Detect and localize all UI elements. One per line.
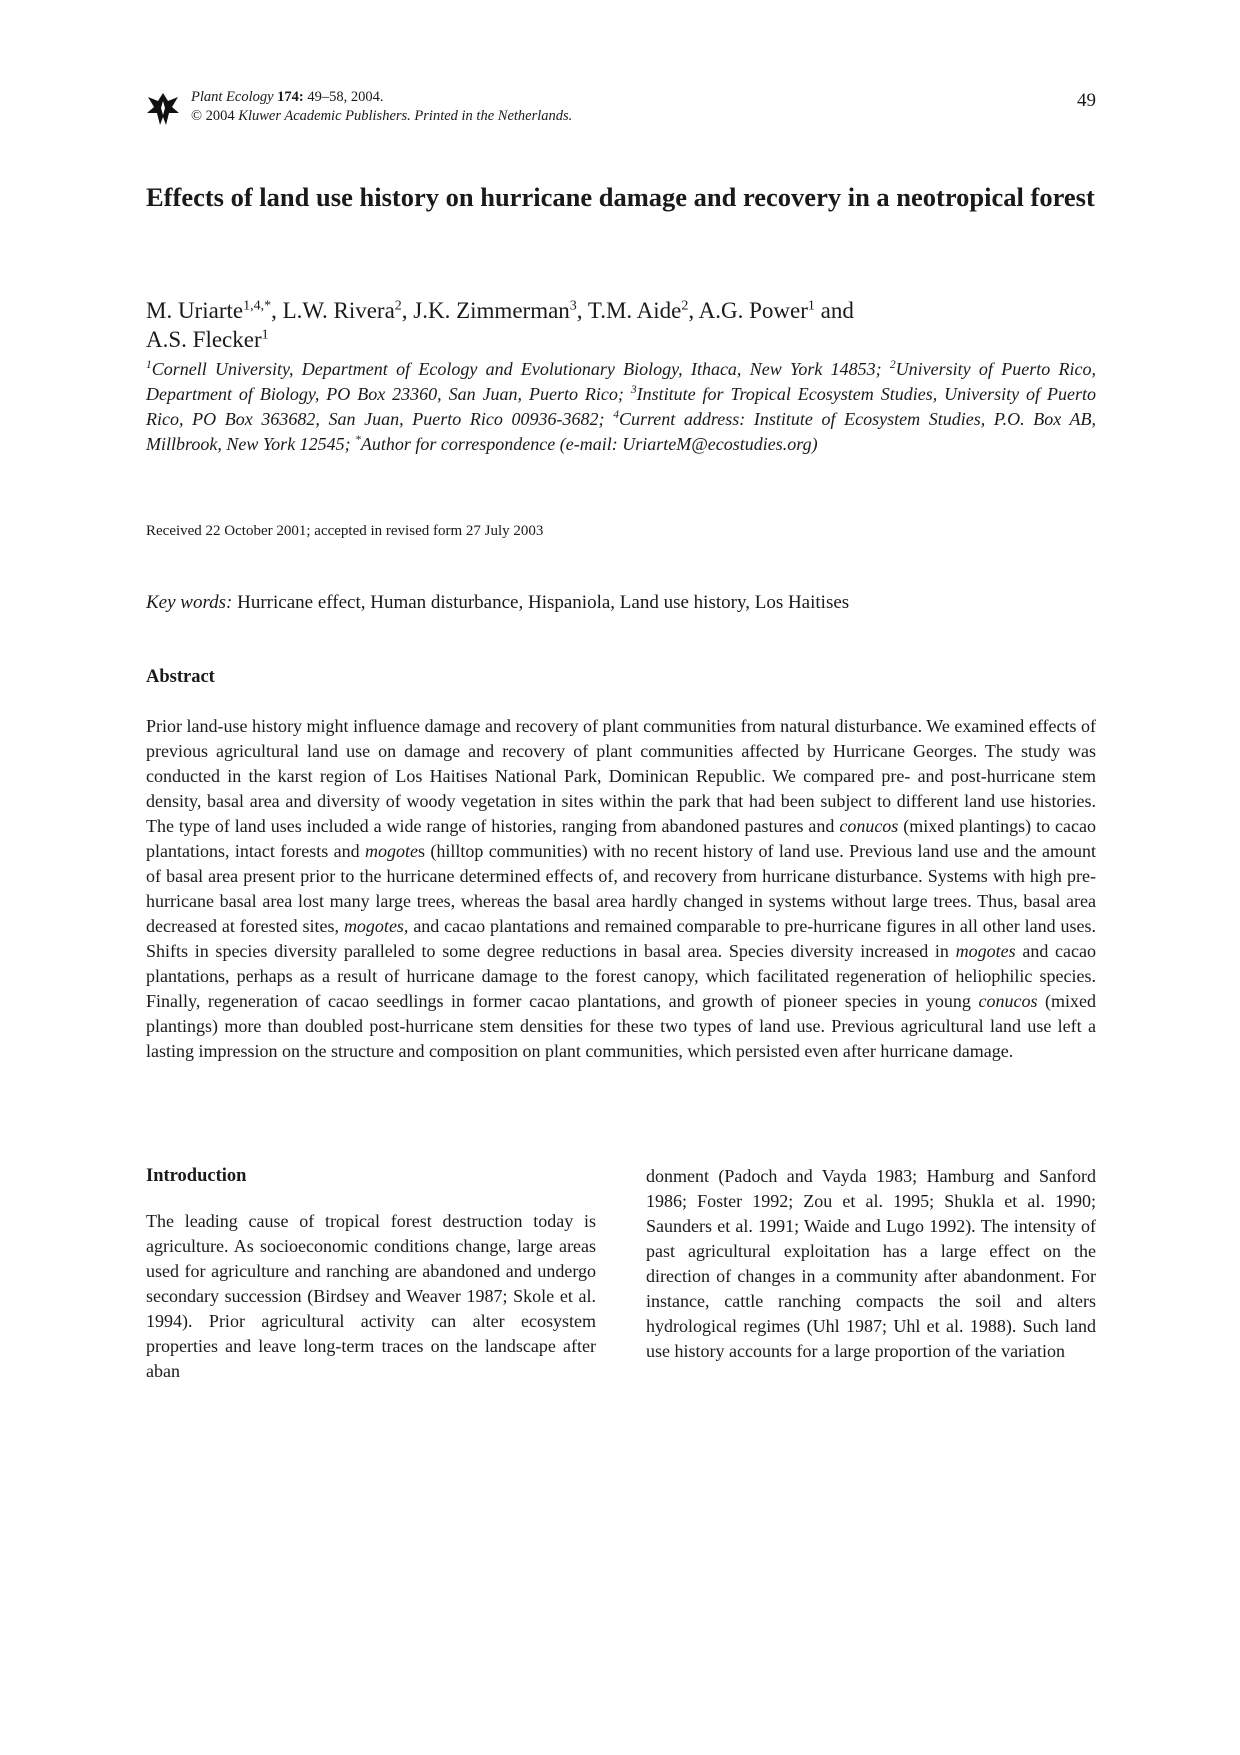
abstract-italic-term: conucos [839,816,899,836]
affiliation-marker: 1 [146,359,152,371]
column-left [146,1164,596,1384]
author-separator: , [271,298,283,323]
affiliation-text: Author for correspondence (e-mail: UriarteM@ecostudies.org) [360,434,818,454]
author-affiliation-marker: 1 [261,327,269,343]
author-name: J.K. Zimmerman [413,298,570,323]
column-right [646,1164,1096,1364]
abstract-body [146,714,1096,1064]
affiliation-text: University of Puerto Rico, Department of Biology, PO Box 23360, San Juan, Puerto Rico; [146,359,1096,404]
author-separator: , [688,298,699,323]
journal-header [146,88,1096,132]
keywords [146,590,1096,616]
page-number: 49 [1077,90,1096,111]
abstract-text: s (hilltop communities) with no recent history of land use. Previous land use and the amount of basal area present prior to the hurricane determined effects of, and recovery from hurricane disturbance. Systems with high pre-hurricane basal area lost many large trees, whereas the basal area hardly changed in systems without large trees. Thus, basal area decreased at forested sites, [146,841,1096,936]
received-dates: Received 22 October 2001; accepted in revised form 27 July 2003 [146,523,544,539]
author-name: M. Uriarte [146,298,244,323]
abstract-text: (mixed plantings) to cacao plantations, intact forests and [146,816,1097,861]
affiliation-text: Institute for Tropical Ecosystem Studies, University of Puerto Rico, PO Box 363682, San Juan, Puerto Rico 00936-3682; [146,384,1096,429]
affiliation-marker: * [355,434,361,446]
author-affiliation-marker: 2 [681,298,689,314]
abstract-italic-term: mogotes [955,941,1016,961]
paper-title: Effects of land use history on hurricane damage and recovery in a neotropical forest [146,182,1095,212]
journal-name: Plant Ecology [191,89,274,105]
introduction-heading: Introduction [146,1166,247,1186]
author-affiliation-marker: 1 [807,298,815,314]
affiliation-marker: 2 [889,359,896,371]
kluwer-logo-icon [146,91,180,127]
copyright-symbol: © 2004 [191,108,239,124]
affiliation-marker: 3 [630,384,637,396]
introduction-paragraph-right: donment (Padoch and Vayda 1983; Hamburg and Sanford 1986; Foster 1992; Zou et al. 1995; Shukla et al. 1990; Saunders et al. 1991; Waide and Lugo 1992). The intensity of past agricultural exploitation has a large effect on the direction of changes in a community after abandonment. For instance, cattle ranching compacts the soil and alters hydrological regimes (Uhl 1987; Uhl et al. 1988). Such land use history accounts for a large proportion of the variation [646,1166,1096,1361]
author-list [146,296,1096,354]
publisher-line: Kluwer Academic Publishers. Printed in the Netherlands. [238,108,573,124]
abstract-text: Prior land-use history might influence damage and recovery of plant communities from natural disturbance. We examined effects of previous agricultural land use on damage and recovery of plant communities affected by Hurricane Georges. The study was conducted in the karst region of Los Haitises National Park, Dominican Republic. We compared pre- and post-hurricane stem density, basal area and diversity of woody vegetation in sites within the park that had been subject to different land use histories. The type of land uses included a wide range of histories, ranging from abandoned pastures and [146,716,1096,836]
author-name: A.S. Flecker [146,327,262,352]
author-affiliation-marker: 3 [569,298,577,314]
author-affiliation-marker: 1,4,* [243,298,272,314]
abstract-italic-term: mogotes, [343,916,409,936]
affiliation-text: Cornell University, Department of Ecology and Evolutionary Biology, Ithaca, New York 14853; [151,359,890,379]
author-separator: and [814,298,854,323]
abstract-italic-term: conucos [978,991,1038,1011]
author-separator: , [401,298,414,323]
affiliations [146,357,1096,457]
author-name: A.G. Power [698,298,808,323]
abstract-text: and cacao plantations and remained comparable to pre-hurricane figures in all other land uses. Shifts in species diversity paralleled to some degree reductions in basal area. Species diversity increased in [146,916,1096,961]
abstract-heading: Abstract [146,667,215,687]
author-separator: , [576,298,588,323]
abstract-text: and cacao plantations, perhaps as a result of hurricane damage to the forest canopy, which facilitated regeneration of heliophilic species. Finally, regeneration of cacao seedlings in former cacao plantations, and growth of pioneer species in young [146,941,1096,1011]
author-name: L.W. Rivera [282,298,395,323]
affiliation-text: Current address: Institute of Ecosystem Studies, P.O. Box AB, Millbrook, New York 12545; [146,409,1097,454]
keywords-label: Key words: [146,592,233,613]
journal-volume: 174: [277,89,304,105]
abstract-italic-term: mogote [364,841,418,861]
journal-citation [191,88,572,126]
abstract-text: (mixed plantings) more than doubled post-hurricane stem densities for these two types of land use. Previous agricultural land use left a lasting impression on the structure and composition on plant communities, which persisted even after hurricane damage. [146,991,1096,1061]
keywords-text: Hurricane effect, Human disturbance, Hispaniola, Land use history, Los Haitises [232,592,850,613]
author-affiliation-marker: 2 [394,298,402,314]
affiliation-marker: 4 [613,409,619,421]
introduction-paragraph-left: The leading cause of tropical forest destruction today is agriculture. As socioeconomic conditions change, large areas used for agriculture and ranching are abandoned and undergo secondary succession (Birdsey and Weaver 1987; Skole et al. 1994). Prior agricultural activity can alter ecosystem properties and leave long-term traces on the landscape after aban [146,1211,596,1381]
author-name: T.M. Aide [587,298,682,323]
journal-pages-year: 49–58, 2004. [303,89,384,105]
